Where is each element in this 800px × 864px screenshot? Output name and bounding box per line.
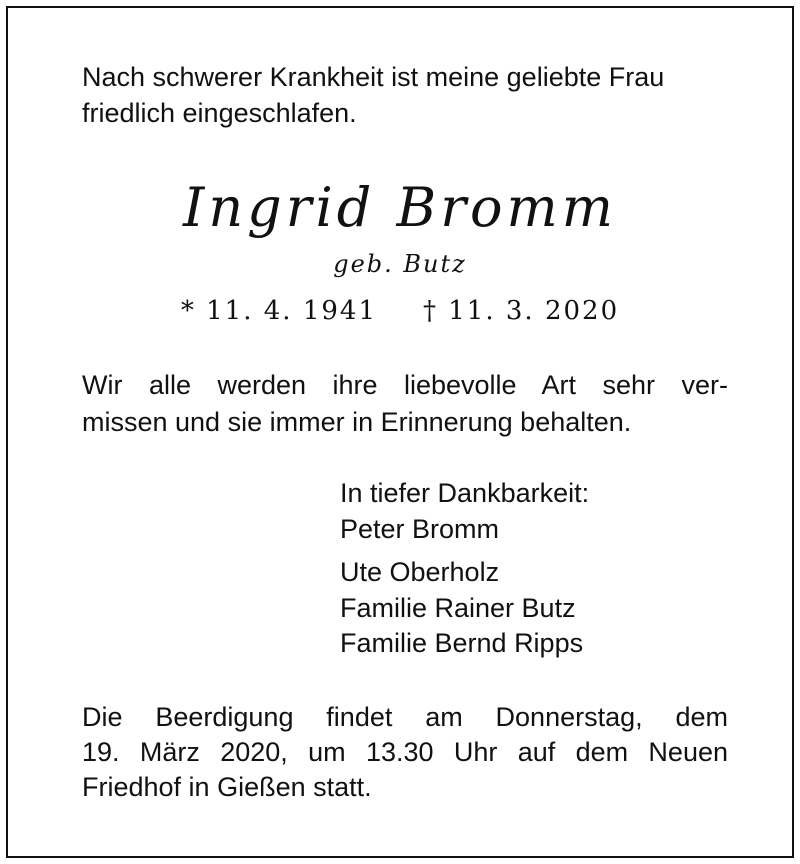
- funeral-line-3: Friedhof in Gießen statt.: [82, 772, 372, 802]
- mourner-name: Peter Bromm: [340, 514, 500, 544]
- mourners-heading: In tiefer Dankbarkeit:: [340, 478, 590, 508]
- deceased-name: Ingrid Bromm: [183, 176, 617, 239]
- mourner-name: Familie Bernd Ripps: [340, 628, 584, 658]
- death-date: † 11. 3. 2020: [423, 296, 620, 326]
- life-dates: [0, 296, 800, 326]
- funeral-line-1: Die Beerdigung findet am Donnerstag, dem: [82, 702, 728, 732]
- mourner-name: Familie Rainer Butz: [340, 593, 576, 623]
- mourner-name: Ute Oberholz: [340, 557, 500, 587]
- intro-line-2: friedlich eingeschlafen.: [82, 98, 357, 128]
- funeral-line-2: 19. März 2020, um 13.30 Uhr auf dem Neuen: [82, 737, 728, 767]
- intro-line-1: Nach schwerer Krankheit ist meine geliebte Frau: [82, 62, 665, 92]
- tribute-line-2: missen und sie immer in Erinnerung behalten.: [82, 407, 632, 437]
- birth-date: * 11. 4. 1941: [180, 296, 377, 326]
- maiden-name: geb. Butz: [333, 250, 467, 278]
- tribute-line-1: Wir alle werden ihre liebevolle Art sehr ver-: [82, 370, 728, 400]
